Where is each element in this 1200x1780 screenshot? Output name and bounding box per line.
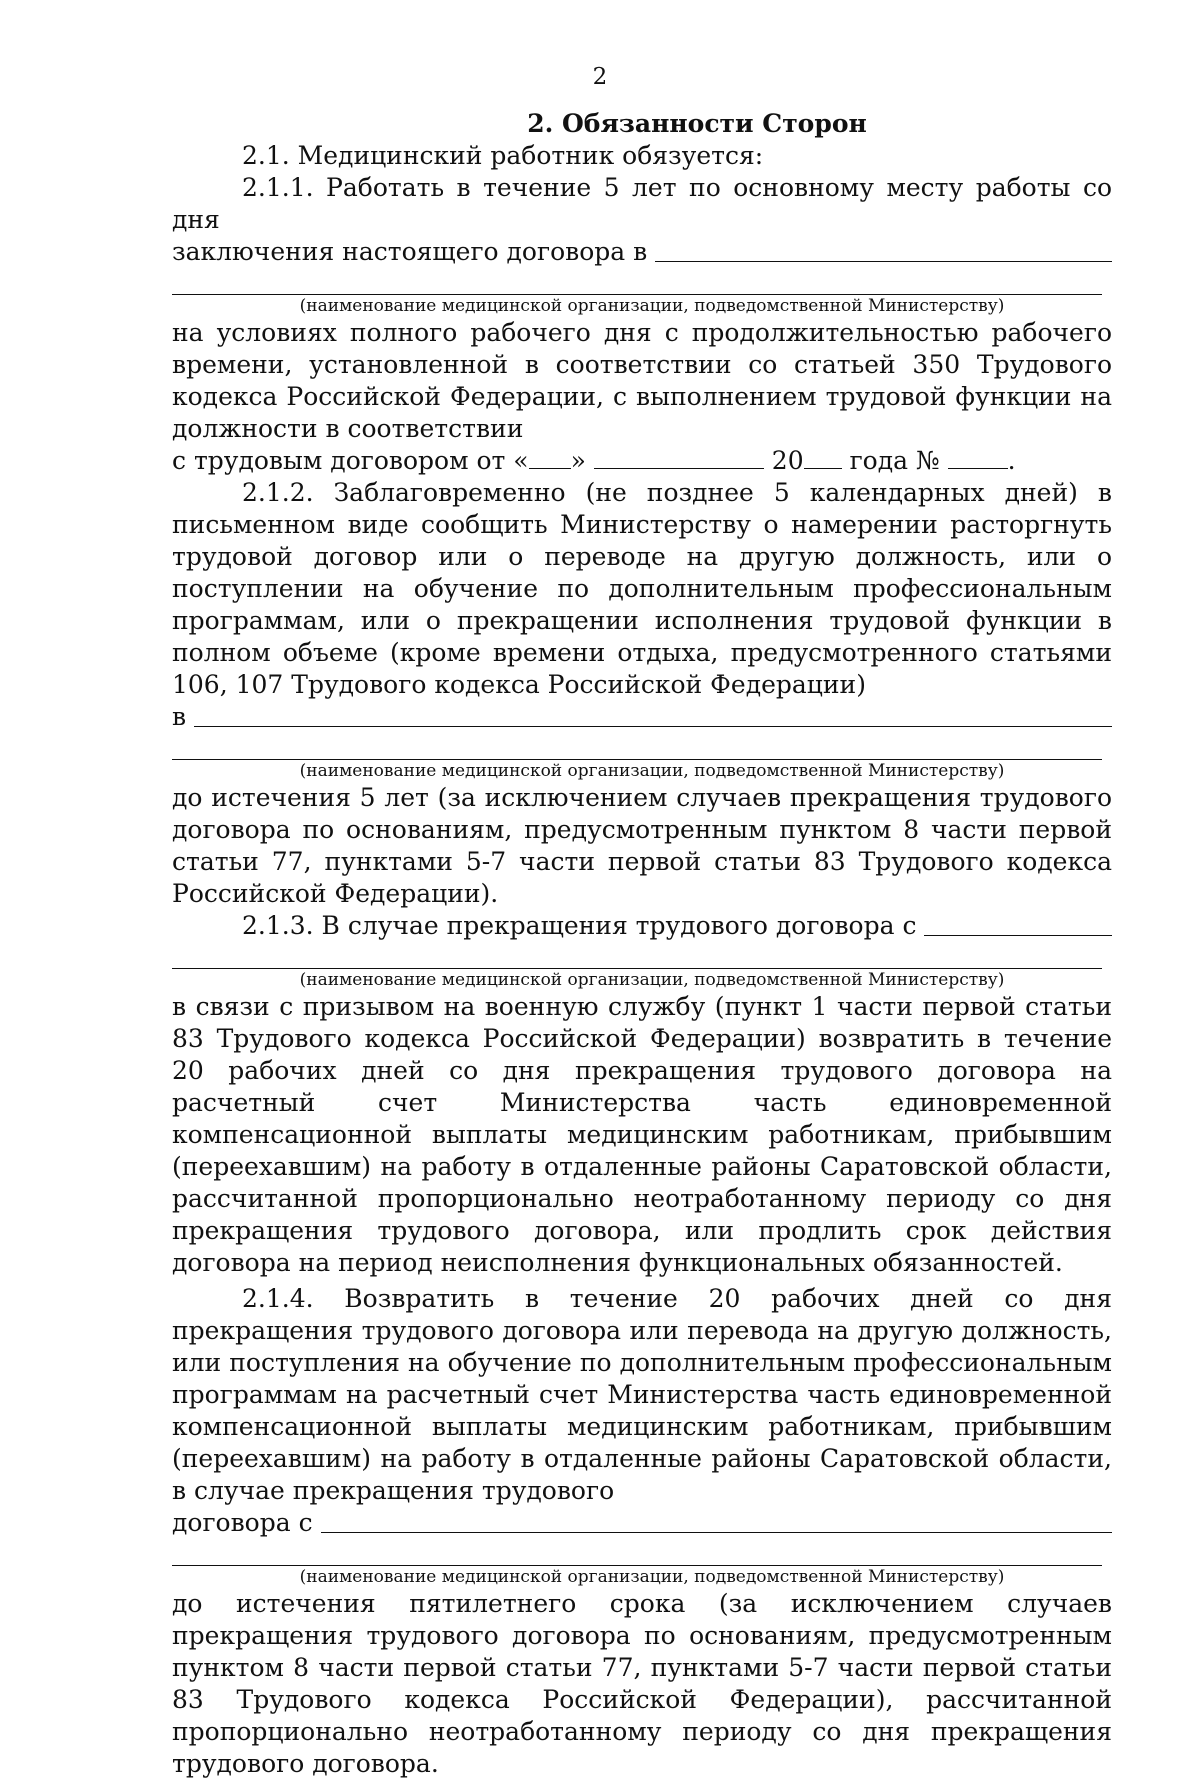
org-caption-4: (наименование медицинской организации, подведомственной Министерству) xyxy=(299,1567,1005,1587)
org-blank-line-2 xyxy=(172,741,1102,760)
org-blank-2 xyxy=(194,704,1112,727)
contract-quote-close: » xyxy=(570,446,586,475)
clause-2-1-3-start: 2.1.3. В случае прекращения трудового договора с xyxy=(242,911,917,940)
org-blank-line-4 xyxy=(172,1547,1102,1566)
clause-2-1-4-org-row xyxy=(172,1507,1112,1539)
org-blank-3 xyxy=(924,913,1112,936)
year-blank xyxy=(804,446,842,469)
number-blank xyxy=(948,446,1008,469)
clause-2-1-3-org-row xyxy=(172,910,1112,942)
clause-2-1-2-org-row xyxy=(172,701,1112,733)
org-blank-line-3 xyxy=(172,950,1102,969)
contract-year: 20 xyxy=(771,446,804,475)
org-blank-1 xyxy=(655,239,1112,262)
clause-2-1-3-after: в связи с призывом на военную службу (пункт 1 части первой статьи 83 Трудового кодекса Российской Федерации) возвратить в течение 20 рабочих дней со дня прекращения трудового договора на расчетный счет Министерства часть единовременной компенсационной выплаты медицинским работникам, прибывшим (переехавшим) на работу в отдаленные районы Саратовской области, рассчитанной пропорционально неотработанному периоду со дня прекращения трудового договора, или продлить срок действия договора на период неисполнения функциональных обязанностей. xyxy=(172,992,1112,1277)
org-caption-3: (наименование медицинской организации, подведомственной Министерству) xyxy=(299,970,1005,990)
contract-year-suffix: года № xyxy=(849,446,940,475)
clause-2-1-4: 2.1.4. Возвратить в течение 20 рабочих дней со дня прекращения трудового договора или перевода на другую должность, или поступления на обучение по дополнительным профессиональным программам на расчетный счет Министерства часть единовременной компенсационной выплаты медицинским работникам, прибывшим (переехавшим) на работу в отдаленные районы Саратовской области, в случае прекращения трудового xyxy=(172,1284,1112,1505)
clause-2-1-4-cont: договора с xyxy=(172,1508,313,1537)
contract-prefix: с трудовым договором от « xyxy=(172,446,529,475)
clause-2-1-1-start: 2.1.1. Работать в течение 5 лет по основному месту работы со дня xyxy=(172,173,1112,234)
day-blank xyxy=(529,446,571,469)
document-body xyxy=(172,108,1112,1780)
clause-2-1-4-after: до истечения пятилетнего срока (за исключением случаев прекращения трудового договора по основаниям, предусмотренным пунктом 8 части первой статьи 77, пунктами 5-7 части первой статьи 83 Трудового кодекса Российской Федерации), рассчитанной пропорционально неотработанному периоду со дня прекращения трудового договора. xyxy=(172,1589,1112,1778)
clause-2-1-2-after: до истечения 5 лет (за исключением случаев прекращения трудового договора по основаниям, предусмотренным пунктом 8 части первой статьи 77, пунктами 5-7 части первой статьи 83 Трудового кодекса Российской Федерации). xyxy=(172,783,1112,908)
page-number: 2 xyxy=(592,64,608,90)
clause-2-1-2: 2.1.2. Заблаговременно (не позднее 5 календарных дней) в письменном виде сообщить Министерству о намерении расторгнуть трудовой договор или о переводе на другую должность, или о поступлении на обучение по дополнительным профессиональным программам, или о прекращении исполнения трудовой функции в полном объеме (кроме времени отдыха, предусмотренного статьями 106, 107 Трудового кодекса Российской Федерации) xyxy=(172,478,1112,699)
clause-2-1-1-org-row xyxy=(172,236,1112,268)
contract-end: . xyxy=(1007,446,1016,475)
clause-2-1: 2.1. Медицинский работник обязуется: xyxy=(242,141,764,170)
clause-2-1-1-after: на условиях полного рабочего дня с продолжительностью рабочего времени, установленной в соответствии со статьей 350 Трудового кодекса Российской Федерации, с выполнением трудовой функции на должности в соответствии xyxy=(172,318,1112,443)
section-title: 2. Обязанности Сторон xyxy=(527,109,867,138)
org-caption-2: (наименование медицинской организации, подведомственной Министерству) xyxy=(299,761,1005,781)
org-blank-line-1 xyxy=(172,276,1102,295)
clause-2-1-1-cont: заключения настоящего договора в xyxy=(172,237,648,266)
org-caption-1: (наименование медицинской организации, подведомственной Министерству) xyxy=(299,296,1005,316)
month-blank xyxy=(594,446,764,469)
org-blank-4 xyxy=(321,1510,1112,1533)
contract-line xyxy=(172,445,1112,477)
clause-2-1-2-in: в xyxy=(172,702,187,731)
